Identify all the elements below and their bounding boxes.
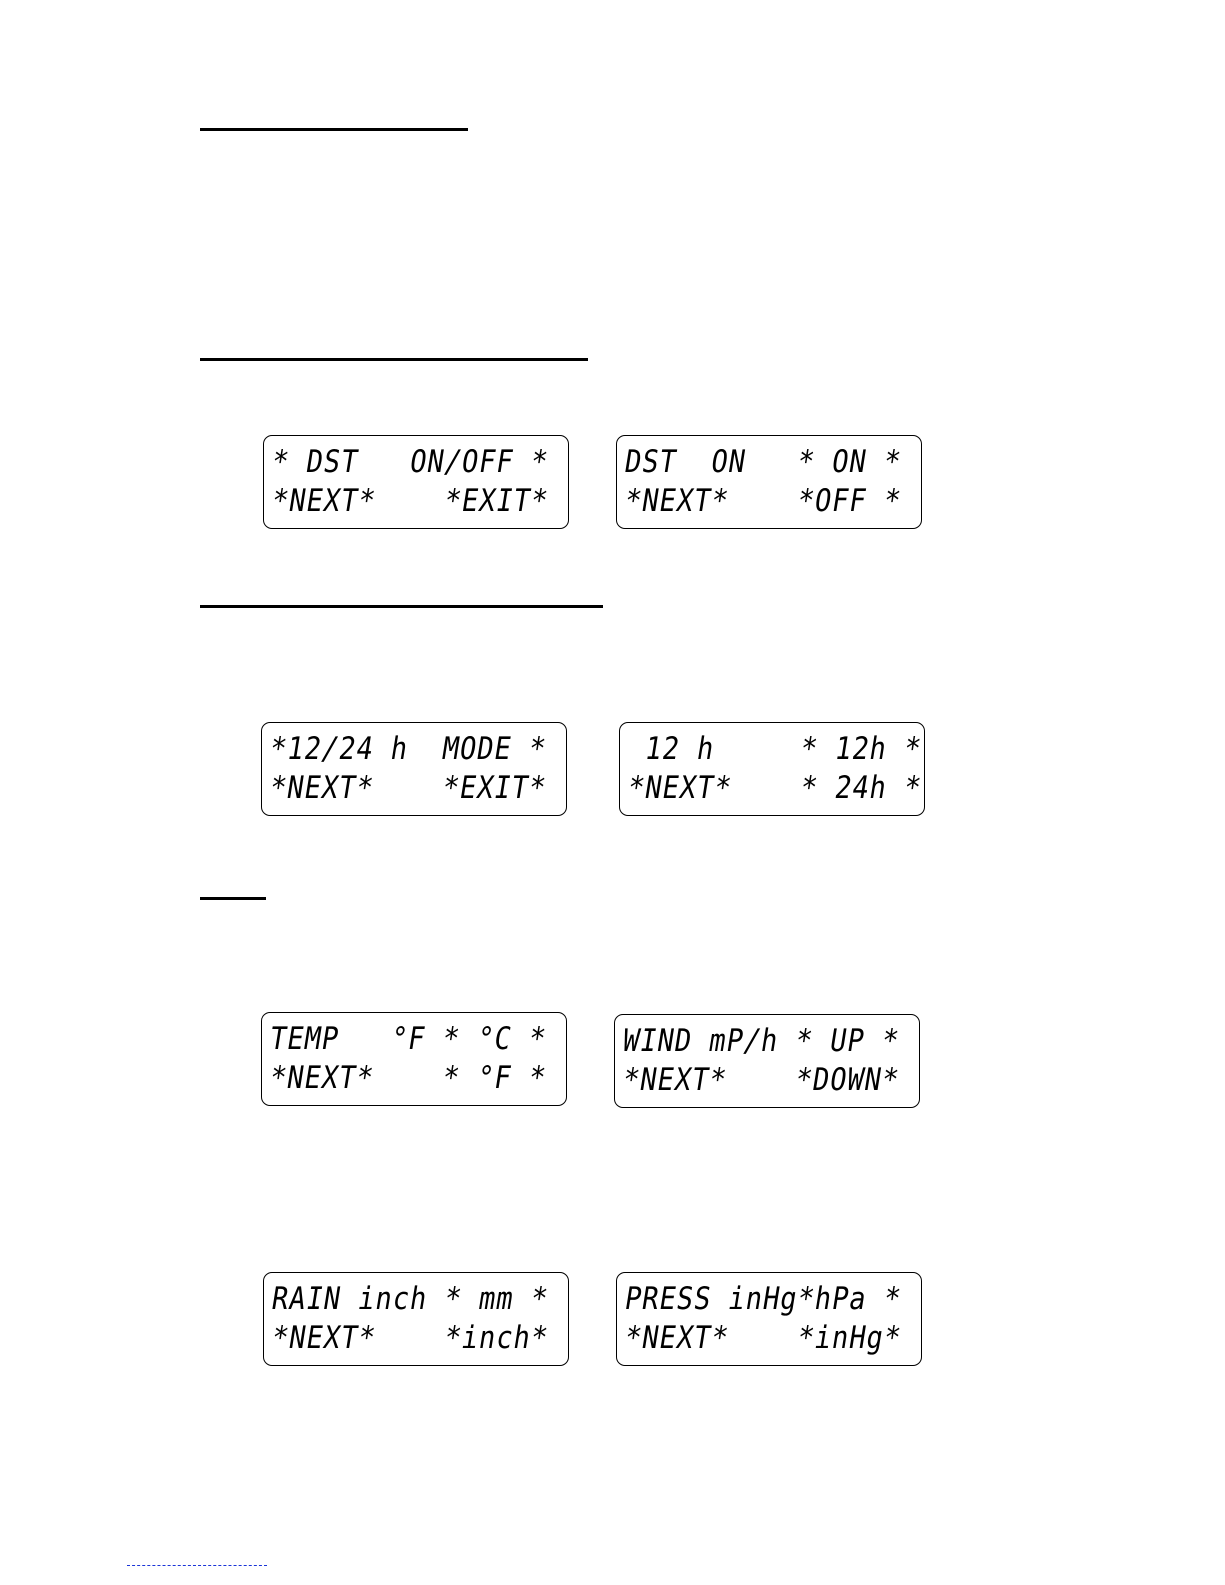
lcd-pressure-unit — [616, 1272, 922, 1366]
lcd-line-1: DST ON * ON * — [622, 444, 905, 481]
lcd-line-1: RAIN inch * mm * — [269, 1281, 552, 1318]
lcd-line-2: *NEXT* *DOWN* — [620, 1062, 903, 1099]
section-underline-4 — [200, 897, 266, 900]
lcd-line-2: *NEXT* *OFF * — [622, 483, 905, 520]
lcd-line-1: PRESS inHg*hPa * — [622, 1281, 905, 1318]
section-underline-2 — [200, 358, 588, 361]
lcd-dst-menu — [263, 435, 569, 529]
lcd-line-2: *NEXT* *inch* — [269, 1320, 552, 1357]
lcd-rain-unit — [263, 1272, 569, 1366]
lcd-line-2: *NEXT* * °F * — [267, 1060, 550, 1097]
lcd-dst-setting — [616, 435, 922, 529]
lcd-line-1: 12 h * 12h * — [625, 731, 925, 768]
section-underline-1 — [200, 128, 468, 131]
lcd-12-24h-menu — [261, 722, 567, 816]
lcd-wind-unit — [614, 1014, 920, 1108]
lcd-line-2: *NEXT* *inHg* — [622, 1320, 905, 1357]
lcd-line-1: WIND mP/h * UP * — [620, 1023, 903, 1060]
lcd-line-2: *NEXT* *EXIT* — [267, 770, 550, 807]
lcd-12-24h-setting — [619, 722, 925, 816]
lcd-line-2: *NEXT* * 24h * — [625, 770, 925, 807]
lcd-line-1: * DST ON/OFF * — [269, 444, 552, 481]
lcd-temp-unit — [261, 1012, 567, 1106]
footnote-separator — [127, 1565, 267, 1566]
lcd-line-1: TEMP °F * °C * — [267, 1021, 550, 1058]
section-underline-3 — [200, 605, 603, 608]
lcd-line-1: *12/24 h MODE * — [267, 731, 550, 768]
lcd-line-2: *NEXT* *EXIT* — [269, 483, 552, 520]
